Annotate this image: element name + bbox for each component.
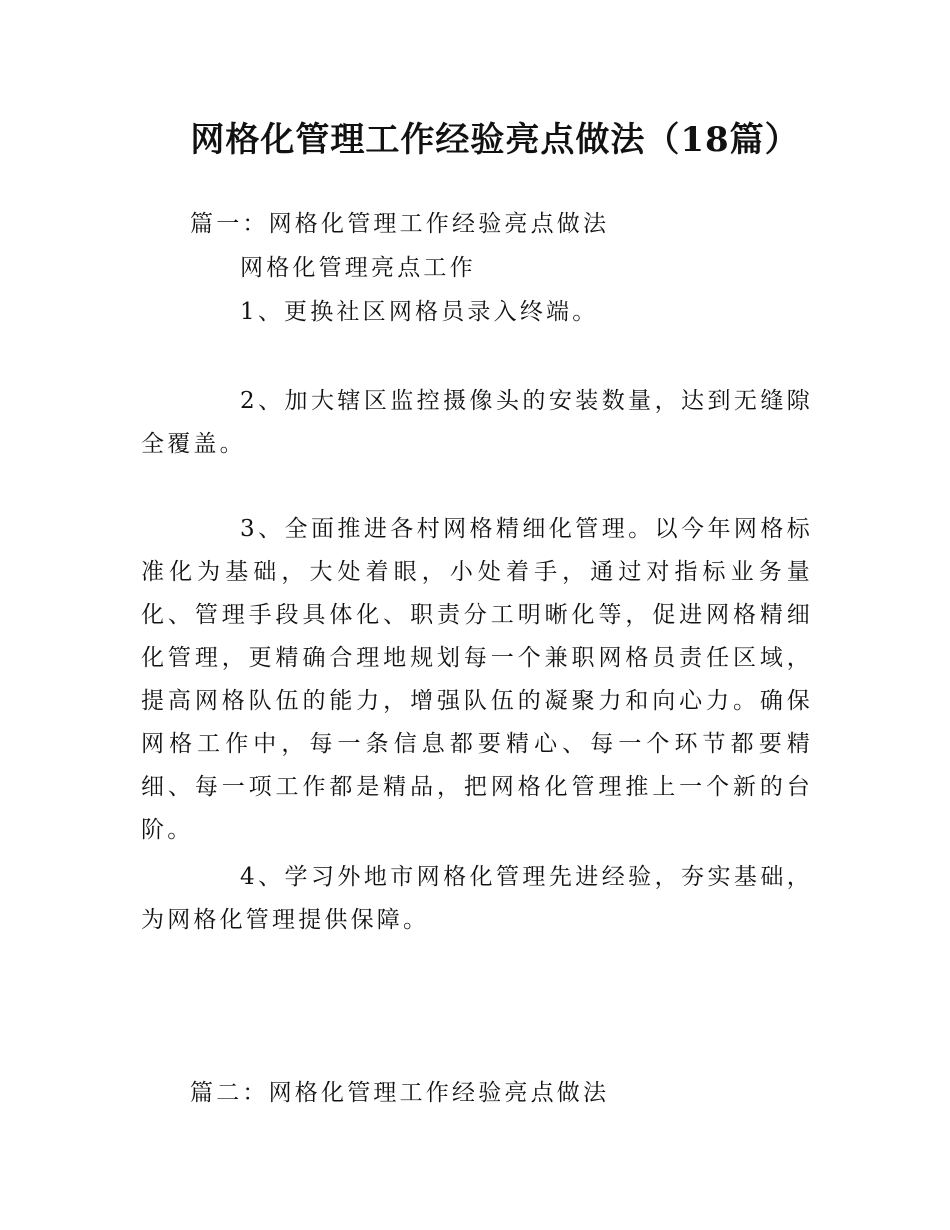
section-1-subheading: 网格化管理亮点工作 <box>240 255 476 281</box>
list-item-1: 1、更换社区网格员录入终端。 <box>240 299 599 325</box>
document-title: 网格化管理工作经验亮点做法（18篇） <box>190 120 800 160</box>
section-2-heading: 篇二：网格化管理工作经验亮点做法 <box>190 1080 610 1106</box>
section-1-heading: 篇一：网格化管理工作经验亮点做法 <box>190 211 610 237</box>
list-item-3: 3、全面推进各村网格精细化管理。以今年网格标准化为基础，大处着眼，小处着手，通过对指标业务量化、管理手段具体化、职责分工明晰化等，促进网格精细化管理，更精确合理地规划每一个兼职网格员责任区域，提高网格队伍的能力，增强队伍的凝聚力和向心力。确保网格工作中，每一条信息都要精心、每一个环节都要精细、每一项工作都是精品，把网格化管理推上一个新的台阶。 <box>141 516 813 843</box>
list-item-4: 4、学习外地市网格化管理先进经验，夯实基础，为网格化管理提供保障。 <box>141 864 813 933</box>
list-item-2: 2、加大辖区监控摄像头的安装数量，达到无缝隙全覆盖。 <box>141 388 813 457</box>
